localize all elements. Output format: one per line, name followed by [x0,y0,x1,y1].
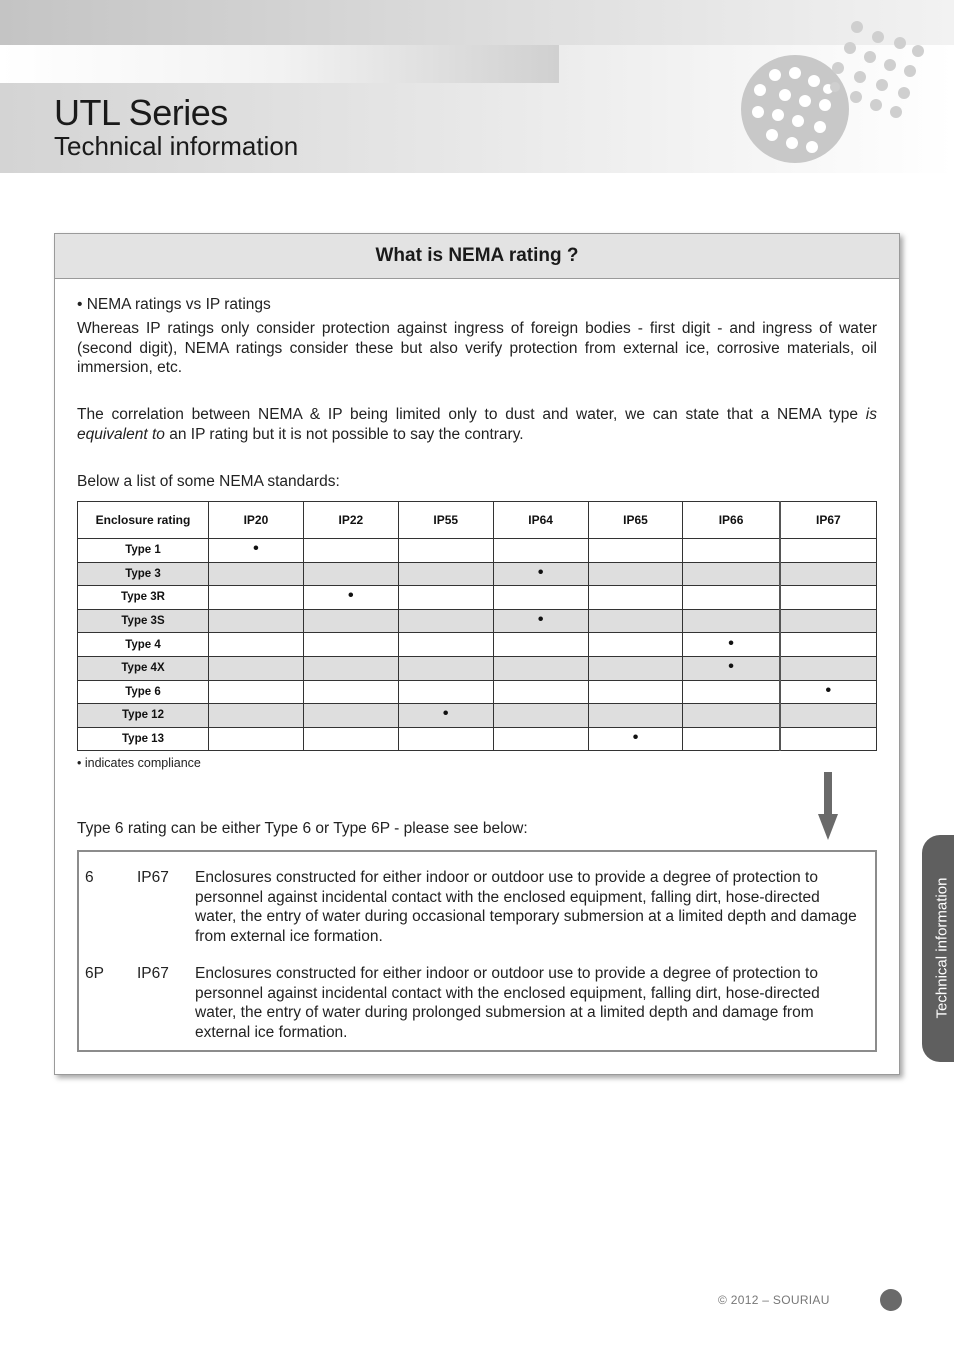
table-cell [588,586,683,610]
table-cell [588,704,683,728]
table-cell [588,539,683,563]
column-header-ip22: IP22 [303,502,398,539]
table-cell [209,539,304,563]
table-cell [303,680,398,704]
table-cell [493,633,588,657]
compliance-mark: • [728,634,734,652]
table-cell [780,727,877,751]
table-cell [493,562,588,586]
table-cell [493,539,588,563]
table-cell [683,539,780,563]
table-row [78,680,877,704]
column-header-enclosure: Enclosure rating [78,502,209,539]
table-cell [398,539,493,563]
column-header-ip67: IP67 [780,502,877,539]
type6-intro: Type 6 rating can be either Type 6 or Type 6P - please see below: [77,820,528,837]
table-cell [588,562,683,586]
table-cell [780,562,877,586]
definition-code: 6P [85,965,104,982]
paragraph-correlation-start: The correlation between NEMA & IP being limited only to dust and water, we can state that a NEMA type [77,406,866,423]
table-cell [209,727,304,751]
table-cell [683,633,780,657]
side-tab-label: Technical information [933,877,951,1019]
table-cell [780,586,877,610]
row-label: Type 1 [78,539,209,563]
definition-text: Enclosures constructed for either indoor or outdoor use to provide a degree of protection to personnel against incidental contact with the enclosed equipment, falling dirt, hose-directed water, the entry of water during occasional temporary submersion at a limited depth and damage from external ice formation. [195,869,857,945]
compliance-mark: • [825,681,832,699]
definition-code: 6 [85,869,94,886]
row-label: Type 13 [78,727,209,751]
table-row [78,656,877,680]
table-cell [398,680,493,704]
table-cell [683,562,780,586]
table-cell [398,562,493,586]
definition-ip: IP67 [137,965,169,982]
column-header-ip64: IP64 [493,502,588,539]
table-cell [303,704,398,728]
compliance-mark: • [632,729,639,747]
compliance-note: • indicates compliance [77,756,201,770]
table-cell [303,539,398,563]
table-cell [303,562,398,586]
row-label: Type 6 [78,680,209,704]
table-cell [493,727,588,751]
page-marker-icon [880,1289,902,1311]
compliance-mark: • [537,563,544,581]
row-label: Type 4 [78,633,209,657]
paragraph-correlation-end: an IP rating but it is not possible to say the contrary. [164,425,524,443]
table-cell [209,633,304,657]
table-cell [588,656,683,680]
table-row [78,633,877,657]
compliance-mark: • [348,587,354,605]
table-cell [398,609,493,633]
table-cell [780,704,877,728]
table-cell [303,633,398,657]
compliance-mark: • [253,540,259,558]
table-cell [683,586,780,610]
table-row [78,539,877,563]
table-row [78,609,877,633]
table-cell [209,562,304,586]
column-header-ip55: IP55 [398,502,493,539]
list-intro: Below a list of some NEMA standards: [77,473,340,490]
table-cell [398,633,493,657]
table-cell [683,727,780,751]
table-cell [780,656,877,680]
page-title: UTL Series [54,92,228,133]
table-cell [588,680,683,704]
row-label: Type 3R [78,586,209,610]
compliance-mark: • [728,658,734,676]
table-cell [780,539,877,563]
table-cell [398,704,493,728]
paragraph-correlation-italic: is equivalent to [77,406,877,443]
paragraph-ip-vs-nema: Whereas IP ratings only consider protection against ingress of foreign bodies - first digit - and ingress of water (second digit), NEMA ratings consider these but also verify protection from external ice, corrosive materials, oil immersion, etc. [77,320,877,376]
nema-info-box [54,233,900,1075]
table-cell [398,586,493,610]
table-cell [780,680,877,704]
table-cell [493,704,588,728]
column-header-ip20: IP20 [209,502,304,539]
side-tab-technical-information[interactable] [922,835,954,1062]
copyright-text: © 2012 – SOURIAU [718,1293,830,1307]
dots-decoration-icon [730,15,940,175]
table-cell [209,704,304,728]
table-cell [588,727,683,751]
table-row [78,704,877,728]
paragraph-correlation [77,405,877,444]
row-label: Type 3S [78,609,209,633]
table-cell [588,609,683,633]
header-band-middle [0,45,559,83]
table-cell [303,609,398,633]
table-cell [209,656,304,680]
definition-ip: IP67 [137,869,169,886]
table-cell [398,656,493,680]
bullet-heading: • NEMA ratings vs IP ratings [77,296,271,313]
table-cell [303,586,398,610]
definition-text: Enclosures constructed for either indoor or outdoor use to provide a degree of protection to personnel against incidental contact with the enclosed equipment, falling dirt, hose-directed water, the entry of water during prolonged submersion at a limited depth and damage from external ice formation. [195,965,820,1041]
compliance-mark: • [442,705,449,723]
table-header-row [78,502,877,539]
table-cell [493,586,588,610]
table-cell [780,609,877,633]
table-cell [493,609,588,633]
table-cell [683,656,780,680]
nema-ip-table [77,501,877,751]
table-cell [683,609,780,633]
table-row [78,727,877,751]
table-cell [683,704,780,728]
table-cell [493,680,588,704]
row-label: Type 3 [78,562,209,586]
table-cell [588,633,683,657]
column-header-ip66: IP66 [683,502,780,539]
table-row [78,562,877,586]
table-cell [683,680,780,704]
table-cell [303,727,398,751]
column-header-ip65: IP65 [588,502,683,539]
table-cell [780,633,877,657]
type6-definitions [77,850,877,1052]
table-cell [209,680,304,704]
row-label: Type 4X [78,656,209,680]
compliance-mark: • [537,611,544,629]
table-cell [398,727,493,751]
table-cell [209,586,304,610]
row-label: Type 12 [78,704,209,728]
page-subtitle: Technical information [54,131,299,161]
table-cell [209,609,304,633]
table-cell [303,656,398,680]
box-heading: What is NEMA rating ? [55,234,899,279]
table-cell [493,656,588,680]
table-row [78,586,877,610]
